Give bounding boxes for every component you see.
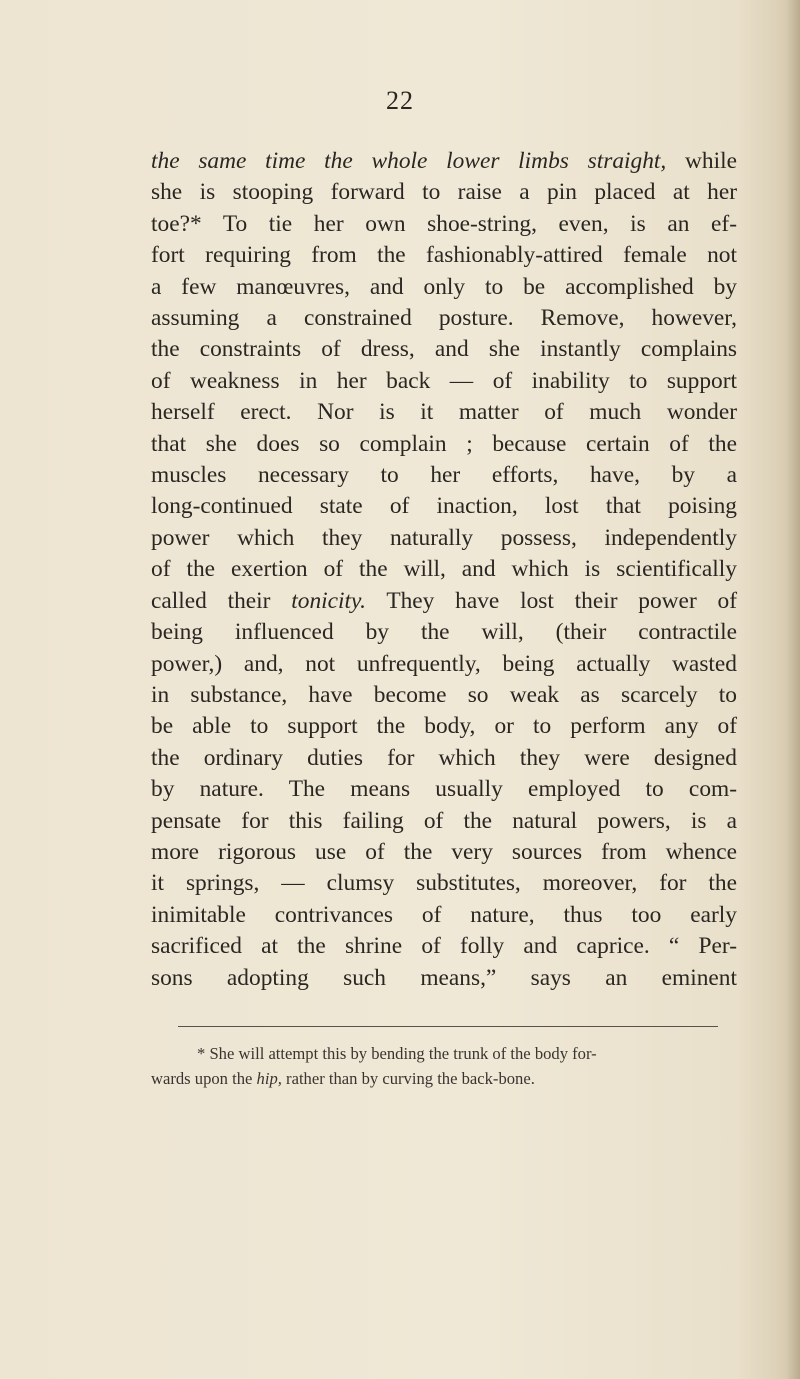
body-line [151, 240, 737, 271]
body-line [151, 711, 737, 742]
body-line [151, 146, 737, 177]
text-segment: the ordinary duties for which they were designed [151, 744, 737, 771]
body-line [151, 554, 737, 585]
text-segment: of weakness in her back — of inability to support [151, 367, 737, 394]
body-line [151, 491, 737, 522]
body-line [151, 649, 737, 680]
italic-text: tonicity. [291, 587, 366, 614]
text-segment: pensate for this failing of the natural powers, is a [151, 807, 737, 834]
text-segment: called their [151, 587, 292, 614]
body-line [151, 586, 737, 617]
text-segment: sons adopting such means,” says an eminent [151, 964, 737, 991]
text-segment: power,) and, not unfrequently, being actually wasted [151, 650, 737, 677]
body-line [151, 303, 737, 334]
body-line [151, 837, 737, 868]
body-line [151, 523, 737, 554]
body-line [151, 397, 737, 428]
text-segment: inimitable contrivances of nature, thus too early [151, 901, 737, 928]
text-segment: of the exertion of the will, and which is scientifically [151, 556, 737, 583]
body-line [151, 272, 737, 303]
body-line [151, 931, 737, 962]
page-edge-shadow [786, 0, 800, 1379]
text-segment: a few manœuvres, and only to be accomplished by [151, 273, 737, 300]
text-segment: that she does so complain ; because certain of the [151, 430, 737, 457]
text-segment: while [666, 148, 737, 174]
text-segment: muscles necessary to her efforts, have, by a [151, 462, 737, 489]
text-segment: being influenced by the will, (their contractile [151, 619, 737, 646]
page-number: 22 [386, 86, 414, 115]
text-segment: power which they naturally possess, independently [151, 524, 737, 551]
body-line [151, 900, 737, 931]
text-segment: more rigorous use of the very sources from whence [151, 838, 737, 865]
body-line [151, 429, 737, 460]
text-segment: assuming a constrained posture. Remove, however, [151, 305, 737, 332]
text-segment: fort requiring from the fashionably-attired female not [151, 242, 737, 269]
body-line [151, 806, 737, 837]
body-line [151, 680, 737, 711]
text-segment: long-continued state of inaction, lost that poising [151, 493, 737, 520]
body-line [151, 334, 737, 365]
footnote-line [151, 1066, 737, 1091]
body-line [151, 617, 737, 648]
text-segment: herself erect. Nor is it matter of much wonder [151, 399, 737, 426]
text-segment: she is stooping forward to raise a pin placed at her [151, 179, 737, 206]
text-segment: sacrificed at the shrine of folly and caprice. “ Per- [151, 933, 737, 960]
body-line [151, 209, 737, 240]
text-segment: toe?* To tie her own shoe-string, even, is an ef- [151, 210, 737, 237]
body-line [151, 743, 737, 774]
body-line [151, 366, 737, 397]
text-segment: by nature. The means usually employed to com- [151, 776, 737, 803]
italic-text: hip, [256, 1069, 282, 1088]
body-line [151, 963, 737, 994]
footnote [151, 1041, 737, 1091]
italic-text: the same time the whole lower limbs straight, [151, 148, 667, 174]
body-line [151, 774, 737, 805]
body-line [151, 868, 737, 899]
text-segment: * She will attempt this by bending the trunk of the body for- [197, 1044, 597, 1063]
footnote-divider [178, 1026, 718, 1027]
footnote-line [151, 1041, 737, 1066]
text-segment: rather than by curving the back-bone. [281, 1069, 535, 1088]
body-line [151, 460, 737, 491]
text-segment: the constraints of dress, and she instantly complains [151, 336, 737, 363]
body-line [151, 177, 737, 208]
text-segment: in substance, have become so weak as scarcely to [151, 681, 737, 708]
text-segment: wards upon the [151, 1069, 257, 1088]
text-segment: They have lost their power of [365, 587, 737, 614]
text-segment: be able to support the body, or to perform any of [151, 713, 737, 740]
body-text [151, 146, 737, 994]
text-segment: it springs, — clumsy substitutes, moreover, for the [151, 870, 737, 897]
